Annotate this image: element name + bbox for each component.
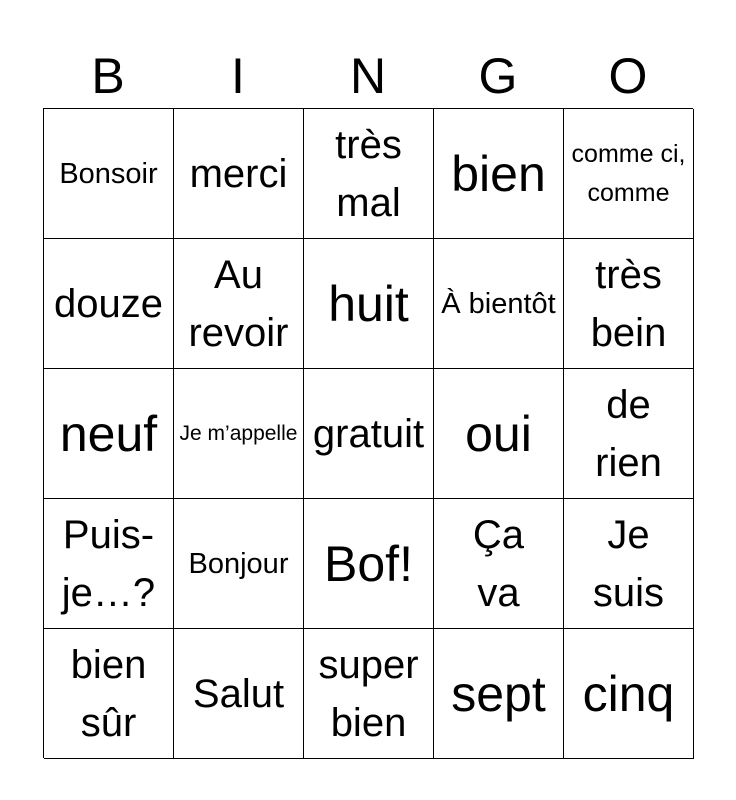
- header-letter-b: B: [91, 48, 125, 104]
- bingo-card-grid: [43, 108, 693, 758]
- cell-text: comme ci, comme: [571, 139, 686, 207]
- cell-text: cinq: [582, 665, 675, 722]
- header-letter-o: O: [608, 48, 648, 104]
- cell-text: Je m’appelle: [179, 421, 298, 445]
- bingo-cell[interactable]: [174, 239, 304, 369]
- bingo-cell[interactable]: [174, 499, 304, 629]
- bingo-cell[interactable]: [434, 499, 564, 629]
- cell-text: À bientôt: [441, 287, 556, 320]
- header-letter-i: I: [231, 48, 245, 104]
- bingo-cell[interactable]: [564, 629, 694, 759]
- bingo-header: [43, 44, 693, 108]
- cell-text: très bein: [590, 252, 667, 355]
- cell-text: Ça va: [472, 512, 525, 615]
- bingo-cell[interactable]: [44, 239, 174, 369]
- bingo-cell[interactable]: [564, 369, 694, 499]
- bingo-cell[interactable]: [434, 109, 564, 239]
- cell-text: Je suis: [592, 512, 665, 615]
- bingo-cell[interactable]: [44, 499, 174, 629]
- bingo-cell[interactable]: [564, 499, 694, 629]
- bingo-cell[interactable]: [174, 109, 304, 239]
- cell-text: neuf: [59, 405, 158, 462]
- cell-text: de rien: [595, 382, 662, 485]
- bingo-cell[interactable]: [174, 629, 304, 759]
- cell-text: oui: [465, 405, 532, 462]
- header-letter-g: G: [478, 48, 518, 104]
- cell-text: Au revoir: [188, 252, 289, 355]
- cell-text: douze: [54, 281, 163, 326]
- cell-text: sept: [451, 665, 546, 722]
- cell-text: huit: [328, 275, 409, 332]
- bingo-cell[interactable]: [44, 109, 174, 239]
- bingo-cell[interactable]: [434, 629, 564, 759]
- cell-text: gratuit: [312, 411, 425, 456]
- cell-text: super bien: [318, 642, 419, 745]
- bingo-cell[interactable]: [434, 369, 564, 499]
- cell-text: bien sûr: [70, 642, 147, 745]
- bingo-cell[interactable]: [304, 499, 434, 629]
- bingo-cell[interactable]: [304, 109, 434, 239]
- bingo-cell[interactable]: [174, 369, 304, 499]
- cell-text: merci: [189, 151, 288, 196]
- cell-text: Bonsoir: [59, 157, 158, 190]
- cell-text: très mal: [335, 122, 402, 225]
- cell-text: Bof!: [324, 535, 413, 592]
- bingo-cell[interactable]: [434, 239, 564, 369]
- bingo-cell[interactable]: [304, 239, 434, 369]
- cell-text: Salut: [192, 671, 285, 716]
- cell-text: bien: [451, 145, 546, 202]
- cell-text: Bonjour: [188, 547, 289, 580]
- bingo-cell[interactable]: [304, 629, 434, 759]
- header-letter-n: N: [349, 48, 387, 104]
- bingo-cell[interactable]: [44, 369, 174, 499]
- bingo-cell[interactable]: [304, 369, 434, 499]
- bingo-cell[interactable]: [564, 109, 694, 239]
- bingo-cell[interactable]: [44, 629, 174, 759]
- cell-text: Puis-je…?: [61, 512, 156, 615]
- bingo-cell[interactable]: [564, 239, 694, 369]
